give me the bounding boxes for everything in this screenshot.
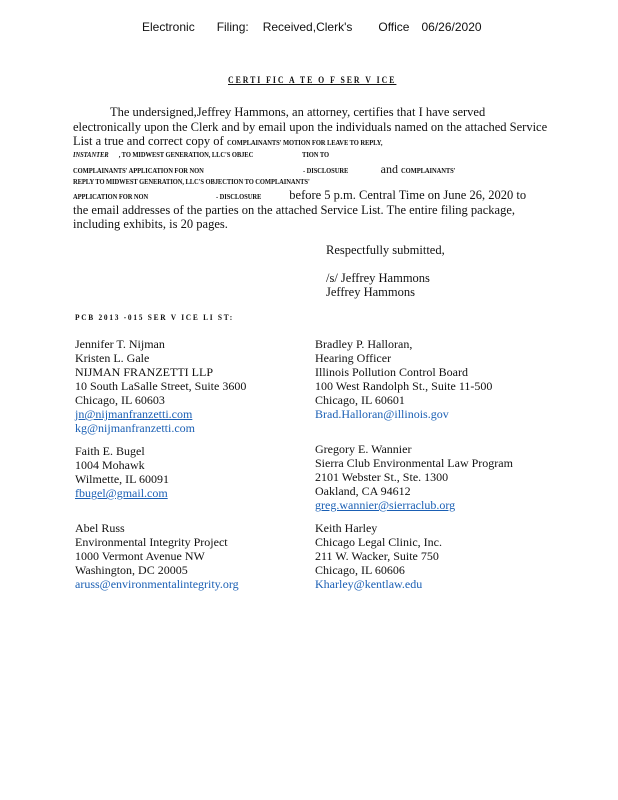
text-service-date: 26, 2020 [469,188,514,202]
email-link[interactable]: Kharley@kentlaw.edu [315,577,423,591]
paragraph-line-4 [73,150,329,159]
paragraph-line-3 [73,133,407,151]
entry-line: Kristen L. Gale [75,351,150,365]
paragraph-line-7 [73,188,526,203]
text-disclosure: - DISCLOSURE [303,166,349,175]
text-application: COMPLAINANTS' APPLICATION FOR NON [73,166,204,175]
entry-line: Bradley P. Halloran, [315,337,413,351]
email-link[interactable]: kg@nijmanfranzetti.com [75,421,196,435]
entry-line: NIJMAN FRANZETTI LLP [75,365,213,379]
doc-title-motion: COMPLAINANTS' MOTION FOR LEAVE TO REPLY, [226,138,383,147]
entry-line: Wilmette, IL 60091 [75,472,170,486]
paragraph-line-9 [73,216,228,232]
paragraph-line-6: REPLY TO MIDWEST GENERATION, LLC'S OBJECTION TO COMPLAINANTS' [73,177,310,186]
entry-line: Sierra Club Environmental Law Program [315,456,513,470]
service-entry-halloran [315,337,492,421]
text-before: before 5 p.m. Central Time on [289,188,441,202]
entry-line: 1000 Vermont Avenue NW [75,549,205,563]
header-office: Office [378,20,410,34]
text-to: to [516,188,527,202]
entry-line: Environmental Integrity Project [75,535,228,549]
paragraph-line-5 [73,162,464,177]
text-including-exhibits: including exhibits, is [73,217,178,231]
entry-line: Gregory E. Wannier [315,442,412,456]
paragraph-line-2: electronically upon the Clerk and by email upon the individuals named on the attached Service [73,120,548,134]
entry-line: 211 W. Wacker, Suite 750 [315,549,439,563]
entry-line: Washington, DC 20005 [75,563,188,577]
email-link[interactable]: greg.wannier@sierraclub.org [315,498,456,512]
signature-closing: Respectfully submitted, [326,243,445,257]
email-link[interactable]: fbugel@gmail.com [75,486,168,500]
filing-stamp-header [142,20,482,34]
email-link[interactable]: Brad.Halloran@illinois.gov [315,407,449,421]
header-date: 06/26/2020 [421,20,482,34]
entry-line: Keith Harley [315,521,378,535]
entry-line: Chicago, IL 60606 [315,563,405,577]
entry-line: Chicago, IL 60603 [75,393,165,407]
text-tion-to: TION TO [302,150,329,159]
text-instanter: INSTANTER [73,150,109,159]
text-email-addresses: the email addresses of the parties on the [73,203,273,217]
entry-line: Faith E. Bugel [75,444,145,458]
text-true-copy: List a true and correct copy of [73,134,224,148]
paragraph-line-1 [110,104,485,120]
email-link[interactable]: jn@nijmanfranzetti.com [75,407,193,421]
signature-signed: /s/ Jeffrey Hammons [326,271,430,285]
email-link[interactable]: aruss@environmentalintegrity.org [75,577,239,591]
certificate-title: CERTI FIC A TE O F SER V ICE [228,76,397,86]
entry-line: Hearing Officer [315,351,392,365]
text-application-2: APPLICATION FOR NON [73,192,149,201]
entry-line: 100 West Randolph St., Suite 11-500 [315,379,493,393]
entry-line: Chicago Legal Clinic, Inc. [315,535,442,549]
header-electronic: Electronic [142,20,195,34]
entry-line: Oakland, CA 94612 [315,484,411,498]
text-entire-package: The entire filing package, [386,203,515,217]
entry-line: 10 South LaSalle Street, Suite 3600 [75,379,247,393]
text-attached-list: attached Service List. [275,203,384,217]
service-entry-russ [75,521,239,591]
attorney-name: Jeffrey Hammons [196,105,286,119]
text-certifies: , an attorney, certifies that I have served [285,105,486,119]
text-disclosure-2: - DISCLOSURE [215,192,261,201]
entry-line: Chicago, IL 60601 [315,393,405,407]
service-entry-wannier [315,442,513,512]
entry-line: Illinois Pollution Control Board [315,365,469,379]
page-count: 20 [180,217,194,231]
entry-line: Abel Russ [75,521,125,535]
header-filing: Filing: [216,20,249,34]
service-entry-bugel [75,444,169,500]
entry-line: Jennifer T. Nijman [75,337,165,351]
text-pages: pages. [196,217,228,231]
header-received: Received,Clerk's [262,20,353,34]
text-objection: , TO MIDWEST GENERATION, LLC'S OBJEC [118,150,254,159]
service-entry-harley [315,521,442,591]
service-list-title: PCB 2013 -015 SER V ICE LI ST: [75,312,234,322]
text-complainants: COMPLAINANTS' [400,166,456,175]
text-undersigned: The undersigned, [110,105,197,119]
service-entry-nijman [75,337,246,435]
signature-name: Jeffrey Hammons [326,285,415,299]
text-month: June [443,188,467,202]
text-and: and [380,162,398,176]
entry-line: 2101 Webster St., Ste. 1300 [315,470,449,484]
entry-line: 1004 Mohawk [75,458,145,472]
